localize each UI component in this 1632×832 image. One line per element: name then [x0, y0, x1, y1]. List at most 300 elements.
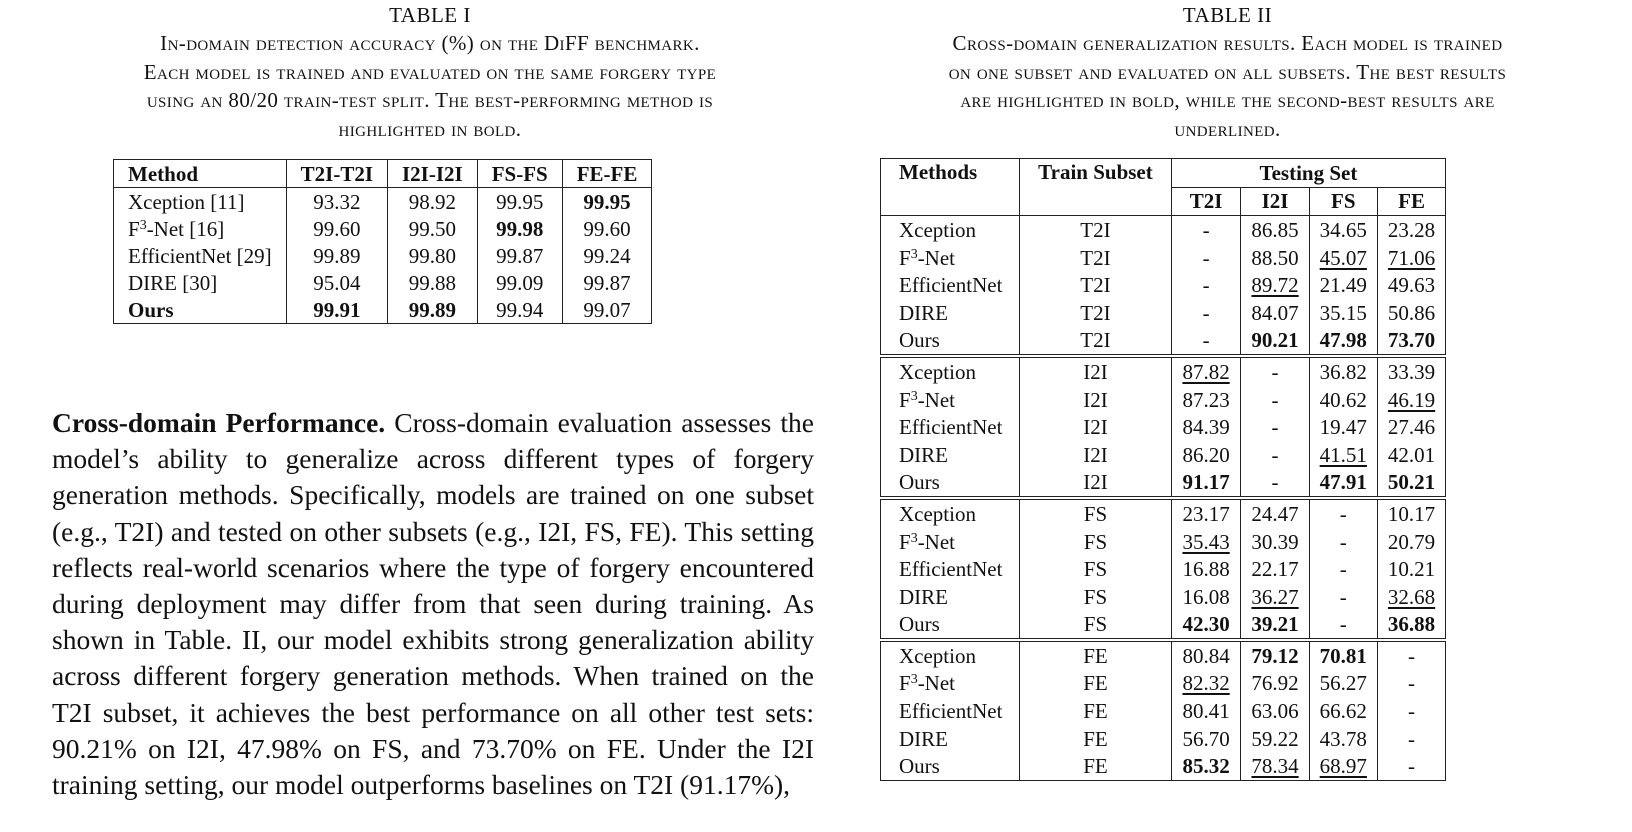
table2-method-cell: [881, 469, 1020, 499]
table1-value-cell: 99.98: [477, 215, 562, 242]
table2-value: 47.91: [1319, 470, 1367, 495]
table2-value-cell: [1171, 528, 1241, 556]
table1-caption-line: using an 80/20 train-test split. The best-performing method is: [146, 88, 714, 112]
table2-value: 41.51: [1319, 442, 1367, 467]
table1-value-cell: 99.60: [562, 215, 652, 242]
table2-method-cell: [881, 413, 1020, 441]
method-name: Ours: [899, 754, 940, 779]
table2-value-cell: [1171, 327, 1241, 357]
table2-group: [881, 216, 1446, 356]
table2-value-cell: [1171, 670, 1241, 698]
table2-value: -: [1408, 699, 1416, 724]
table2-value-cell: [1309, 697, 1377, 725]
table2-value: -: [1202, 217, 1210, 242]
table2-value: 70.81: [1319, 643, 1367, 668]
table1-value-cell: 99.88: [388, 269, 478, 296]
table2-value-cell: [1241, 555, 1309, 583]
table2-value: 50.86: [1387, 300, 1436, 325]
table2-value: 30.39: [1251, 529, 1299, 554]
table2-method-cell: [881, 216, 1020, 244]
table2-value-cell: [1241, 216, 1309, 244]
table2-train-cell: I2I: [1020, 386, 1172, 414]
table2-value: -: [1202, 300, 1210, 325]
table1-method-cell: [114, 269, 287, 296]
table2-value: 68.97: [1319, 754, 1367, 779]
table2-group: [881, 498, 1446, 640]
table2-method-cell: [881, 611, 1020, 641]
table2-row: [881, 697, 1446, 725]
table2-value: 42.30: [1182, 612, 1230, 637]
table2-value-cell: [1309, 611, 1377, 641]
table2-value-cell: [1171, 611, 1241, 641]
table2-value: 36.27: [1251, 584, 1299, 609]
table2-value-cell: [1309, 244, 1377, 272]
table2-row: [881, 244, 1446, 272]
table2-train-cell: T2I: [1020, 327, 1172, 357]
table2-header-testing-set: Testing Set: [1171, 159, 1445, 188]
table2-value-cell: [1171, 752, 1241, 780]
table2-train-cell: FS: [1020, 555, 1172, 583]
table2-value-cell: [1241, 244, 1309, 272]
table2-value-cell: [1171, 386, 1241, 414]
table2-value-cell: [1377, 271, 1445, 299]
table1-caption: [40, 30, 820, 142]
table2-train-cell: I2I: [1020, 356, 1172, 386]
table2-value-cell: [1309, 386, 1377, 414]
table2-value: 32.68: [1387, 584, 1436, 609]
paragraph-text: Cross-domain evaluation assesses the model’s ability to generalize across different types of forgery generation methods. Specifically, models are trained on one subset (e.g., T2I) and tested on other subsets (e.g., I2I, FS, FE). This setting reflects real-world scenarios where the type of forgery encountered during deployment may differ from that seen during training. As shown in Table. II, our model exhibits strong generalization ability across different forgery generation methods. When trained on the T2I subset, it achieves the best performance on all other test sets: 90.21% on I2I, 47.98% on FS, and 73.70% on FE. Under the I2I training setting, our model outperforms baselines on T2I (91.17%),: [52, 407, 814, 801]
method-superscript: 3: [910, 388, 918, 404]
table2-train-cell: FS: [1020, 611, 1172, 641]
method-name: F: [128, 216, 140, 241]
table1-value-cell: 99.07: [562, 296, 652, 324]
table2-value-cell: [1241, 725, 1309, 753]
left-column: [40, 0, 820, 801]
table1: [113, 159, 652, 324]
table1-value-cell: 99.50: [388, 215, 478, 242]
table2-value-cell: [1377, 356, 1445, 386]
table1-caption-line: Each model is trained and evaluated on the same forgery type: [143, 59, 717, 84]
table2-row: [881, 441, 1446, 469]
table2-value-cell: [1241, 327, 1309, 357]
table2-row: [881, 555, 1446, 583]
method-superscript: 3: [910, 672, 918, 688]
table2-value-cell: [1309, 356, 1377, 386]
method-name: Xception [11]: [128, 189, 245, 214]
table1-value-cell: 99.80: [388, 242, 478, 269]
table1-method-cell: [114, 188, 287, 216]
table2-value: -: [1408, 671, 1416, 696]
table2-method-cell: [881, 555, 1020, 583]
table2-method-cell: [881, 583, 1020, 611]
table2-train-cell: FE: [1020, 752, 1172, 780]
table2-value-cell: [1309, 555, 1377, 583]
table2-row: [881, 498, 1446, 528]
table2-header-train-subset: Train Subset: [1020, 159, 1172, 216]
table2-value: 35.15: [1319, 300, 1367, 325]
table2-train-cell: FE: [1020, 640, 1172, 670]
table1-header-fs: FS-FS: [477, 160, 562, 188]
table2-value: 23.17: [1182, 501, 1230, 526]
table2-group: [881, 640, 1446, 780]
table2-method-cell: [881, 299, 1020, 327]
table2-value-cell: [1241, 441, 1309, 469]
table2-value: -: [1339, 557, 1347, 582]
table2-value-cell: [1377, 583, 1445, 611]
table1-value-cell: 99.87: [562, 269, 652, 296]
table2-train-cell: FE: [1020, 725, 1172, 753]
table2-value-cell: [1377, 640, 1445, 670]
table2-value-cell: [1171, 555, 1241, 583]
table2-caption: [845, 30, 1610, 142]
table2-value-cell: [1171, 469, 1241, 499]
table2-value: 66.62: [1319, 699, 1367, 724]
table2-value-cell: [1241, 271, 1309, 299]
table2-value-cell: [1241, 697, 1309, 725]
table2-row: [881, 299, 1446, 327]
table2-value: 86.85: [1251, 217, 1299, 242]
table2-value: 36.82: [1319, 359, 1367, 384]
method-name: EfficientNet [29]: [128, 243, 272, 268]
table2-value-cell: [1171, 216, 1241, 244]
table2-value-cell: [1171, 413, 1241, 441]
method-name: EfficientNet: [899, 273, 1003, 298]
table2-value-cell: [1309, 469, 1377, 499]
table2-value: 27.46: [1387, 415, 1436, 440]
table2-header-methods: Methods: [881, 159, 1020, 216]
table1-value-cell: 99.89: [388, 296, 478, 324]
table2-value: -: [1339, 612, 1347, 637]
table2-value-cell: [1171, 299, 1241, 327]
method-name-suffix: -Net: [917, 387, 956, 412]
table1-method-cell: [114, 296, 287, 324]
method-name: Ours: [899, 470, 940, 495]
table1-header-i2i: I2I-I2I: [388, 160, 478, 188]
table2-value-cell: [1241, 611, 1309, 641]
table2-row: [881, 469, 1446, 499]
table2-value: -: [1271, 387, 1279, 412]
table2-value-cell: [1377, 498, 1445, 528]
table2-value-cell: [1241, 498, 1309, 528]
table1-header-method: Method: [114, 160, 287, 188]
table2-value-cell: [1377, 441, 1445, 469]
method-name: DIRE: [899, 442, 948, 467]
table2-group: [881, 356, 1446, 498]
table2-method-cell: [881, 752, 1020, 780]
table2-value: 71.06: [1387, 245, 1436, 270]
table2-method-cell: [881, 498, 1020, 528]
table2-value-cell: [1377, 611, 1445, 641]
table1-value-cell: 93.32: [286, 188, 387, 216]
table2-train-cell: I2I: [1020, 413, 1172, 441]
table1-row: [114, 188, 652, 216]
table2-value: 47.98: [1319, 328, 1367, 353]
table1-caption-line: In-domain detection accuracy (%) on the DiFF benchmark.: [160, 31, 700, 55]
table2-value: 76.92: [1251, 671, 1299, 696]
method-name-suffix: -Net: [917, 529, 956, 554]
table2-subheader-i2i: I2I: [1241, 187, 1309, 216]
table2-value: 39.21: [1251, 612, 1299, 637]
table2-train-cell: T2I: [1020, 244, 1172, 272]
table1-label: TABLE I: [389, 3, 471, 27]
table2-value-cell: [1377, 413, 1445, 441]
table2-value: 87.82: [1182, 359, 1230, 384]
table2-row: [881, 583, 1446, 611]
table1-value-cell: 99.87: [477, 242, 562, 269]
method-name: DIRE: [899, 584, 948, 609]
table2-value: 16.88: [1182, 557, 1230, 582]
table2-value-cell: [1377, 386, 1445, 414]
table2-value-cell: [1171, 441, 1241, 469]
table2-value: 10.21: [1387, 557, 1436, 582]
method-name: DIRE [30]: [128, 270, 218, 295]
table2-value-cell: [1377, 299, 1445, 327]
table2-train-cell: T2I: [1020, 299, 1172, 327]
table2-value-cell: [1377, 725, 1445, 753]
table2-row: [881, 271, 1446, 299]
table2-value: 10.17: [1387, 501, 1436, 526]
table1-value-cell: 99.89: [286, 242, 387, 269]
table2-method-cell: [881, 386, 1020, 414]
method-name-suffix: -Net [16]: [146, 216, 225, 241]
table2-method-cell: [881, 356, 1020, 386]
table1-value-cell: 99.24: [562, 242, 652, 269]
table2-value-cell: [1241, 299, 1309, 327]
table2-value-cell: [1171, 498, 1241, 528]
table2-value-cell: [1309, 327, 1377, 357]
method-name: Ours: [899, 328, 940, 353]
table2-value: 91.17: [1182, 470, 1230, 495]
table1-row: [114, 296, 652, 324]
table2-value-cell: [1377, 555, 1445, 583]
table2-value-cell: [1241, 413, 1309, 441]
table2-train-cell: FE: [1020, 670, 1172, 698]
table1-value-cell: 95.04: [286, 269, 387, 296]
table2-value: 59.22: [1251, 726, 1299, 751]
table2-value: 56.27: [1319, 671, 1367, 696]
table2-row: [881, 640, 1446, 670]
table2-value-cell: [1377, 244, 1445, 272]
table1-value-cell: 99.95: [562, 188, 652, 216]
table1-header-fe: FE-FE: [562, 160, 652, 188]
table2-value: -: [1271, 470, 1279, 495]
method-name: DIRE: [899, 726, 948, 751]
table2-train-cell: T2I: [1020, 216, 1172, 244]
table1-value-cell: 99.09: [477, 269, 562, 296]
table2-value: 24.47: [1251, 501, 1299, 526]
table2-value: 56.70: [1182, 726, 1230, 751]
table2-value-cell: [1377, 469, 1445, 499]
table2-value: 21.49: [1319, 273, 1367, 298]
table2-value: 49.63: [1387, 273, 1436, 298]
table1-value-cell: 99.91: [286, 296, 387, 324]
table2-subheader-fs: FS: [1309, 187, 1377, 216]
table2-value-cell: [1377, 327, 1445, 357]
table1-value-cell: 99.60: [286, 215, 387, 242]
table2-value: 46.19: [1387, 387, 1436, 412]
table2-row: [881, 670, 1446, 698]
table2-row: [881, 356, 1446, 386]
table2-label: TABLE II: [1182, 3, 1273, 27]
table2-value-cell: [1309, 528, 1377, 556]
table2-value: 84.39: [1182, 415, 1230, 440]
table1-caption-line: highlighted in bold.: [338, 116, 522, 141]
table2-value: 79.12: [1251, 643, 1299, 668]
table2-method-cell: [881, 670, 1020, 698]
table2-value: -: [1202, 273, 1210, 298]
table2-caption-line: are highlighted in bold, while the second-best results are: [960, 88, 1495, 112]
table2-value-cell: [1171, 725, 1241, 753]
table2-value: -: [1408, 754, 1416, 779]
table2-train-cell: I2I: [1020, 441, 1172, 469]
table2-method-cell: [881, 327, 1020, 357]
table2-value: 73.70: [1387, 328, 1436, 353]
table1-row: [114, 242, 652, 269]
table2-value: -: [1339, 529, 1347, 554]
table2-caption-line: Cross-domain generalization results. Each model is trained: [952, 31, 1503, 55]
table2-value-cell: [1309, 413, 1377, 441]
table2-value: -: [1408, 643, 1416, 668]
table2-value: 35.43: [1182, 529, 1230, 554]
table2-value: 80.84: [1182, 643, 1230, 668]
table2-train-cell: I2I: [1020, 469, 1172, 499]
table2-value-cell: [1377, 752, 1445, 780]
right-column: [845, 0, 1610, 779]
table2-value: 85.32: [1182, 754, 1230, 779]
table2-value-cell: [1241, 356, 1309, 386]
method-name: F: [899, 671, 911, 696]
table2-value-cell: [1241, 752, 1309, 780]
table2-method-cell: [881, 725, 1020, 753]
table2: [880, 158, 1446, 781]
table2-value-cell: [1377, 670, 1445, 698]
table2-value: 88.50: [1251, 245, 1299, 270]
method-name-suffix: -Net: [917, 245, 956, 270]
table2-row: [881, 725, 1446, 753]
table2-value: 63.06: [1251, 699, 1299, 724]
table2-value: 78.34: [1251, 754, 1299, 779]
method-superscript: 3: [910, 530, 918, 546]
table2-value-cell: [1241, 640, 1309, 670]
method-name: Xception: [899, 643, 976, 668]
table2-value-cell: [1309, 752, 1377, 780]
table2-value: 16.08: [1182, 584, 1230, 609]
table2-value-cell: [1171, 244, 1241, 272]
method-name: Ours: [899, 612, 940, 637]
table2-value-cell: [1309, 216, 1377, 244]
table2-train-cell: FS: [1020, 528, 1172, 556]
table2-value-cell: [1171, 697, 1241, 725]
table2-value-cell: [1171, 271, 1241, 299]
method-name: EfficientNet: [899, 415, 1003, 440]
table1-method-cell: [114, 242, 287, 269]
table2-subheader-t2i: T2I: [1171, 187, 1241, 216]
table2-value: 84.07: [1251, 300, 1299, 325]
table2-value: -: [1339, 584, 1347, 609]
table2-value: -: [1202, 328, 1210, 353]
table2-method-cell: [881, 640, 1020, 670]
table2-row: [881, 386, 1446, 414]
table2-value: 33.39: [1387, 359, 1436, 384]
method-superscript: 3: [910, 246, 918, 262]
paragraph-run-in: Cross-domain Performance.: [52, 407, 386, 438]
method-name: F: [899, 245, 911, 270]
table2-value-cell: [1377, 697, 1445, 725]
table2-value-cell: [1241, 469, 1309, 499]
table2-header-row: [881, 159, 1446, 188]
table2-value: 89.72: [1251, 273, 1299, 298]
table2-train-cell: FS: [1020, 498, 1172, 528]
table2-value-cell: [1171, 583, 1241, 611]
table2-train-cell: FE: [1020, 697, 1172, 725]
table2-method-cell: [881, 441, 1020, 469]
method-name: DIRE: [899, 300, 948, 325]
table2-value-cell: [1309, 725, 1377, 753]
method-name: Ours: [128, 297, 174, 322]
table1-body: [114, 188, 652, 324]
table1-row: [114, 269, 652, 296]
table2-value: -: [1271, 442, 1279, 467]
table2-value-cell: [1309, 299, 1377, 327]
table2-value: 34.65: [1319, 217, 1367, 242]
table2-value-cell: [1241, 528, 1309, 556]
table2-value: 43.78: [1319, 726, 1367, 751]
table2-row: [881, 327, 1446, 357]
table2-method-cell: [881, 697, 1020, 725]
table2-row: [881, 611, 1446, 641]
table2-value: 80.41: [1182, 699, 1230, 724]
table2-caption-line: underlined.: [1174, 116, 1281, 141]
method-name: EfficientNet: [899, 557, 1003, 582]
table1-header-row: [114, 160, 652, 188]
table2-value-cell: [1309, 498, 1377, 528]
table2-value: 36.88: [1387, 612, 1436, 637]
table2-value-cell: [1377, 216, 1445, 244]
table2-row: [881, 216, 1446, 244]
table2-value-cell: [1309, 271, 1377, 299]
table1-method-cell: [114, 215, 287, 242]
table2-value-cell: [1309, 583, 1377, 611]
table2-value: 86.20: [1182, 442, 1230, 467]
table2-value: 87.23: [1182, 387, 1230, 412]
table2-value-cell: [1309, 441, 1377, 469]
table2-value-cell: [1171, 356, 1241, 386]
table2-value: -: [1202, 245, 1210, 270]
table2-value: 90.21: [1251, 328, 1299, 353]
table2-caption-line: on one subset and evaluated on all subsets. The best results: [948, 59, 1507, 84]
table2-method-cell: [881, 528, 1020, 556]
table2-value: 42.01: [1387, 442, 1436, 467]
table1-value-cell: 99.94: [477, 296, 562, 324]
table2-train-cell: T2I: [1020, 271, 1172, 299]
method-superscript: 3: [139, 217, 147, 233]
table2-method-cell: [881, 244, 1020, 272]
method-name: F: [899, 529, 911, 554]
table2-value: 50.21: [1387, 470, 1436, 495]
table1-row: [114, 215, 652, 242]
table2-train-cell: FS: [1020, 583, 1172, 611]
method-name: Xception: [899, 217, 976, 242]
table1-header-t2i: T2I-T2I: [286, 160, 387, 188]
table2-value-cell: [1241, 670, 1309, 698]
table2-value: 22.17: [1251, 557, 1299, 582]
table2-row: [881, 752, 1446, 780]
table2-value: 19.47: [1319, 415, 1367, 440]
table2-subheader-fe: FE: [1377, 187, 1445, 216]
table1-value-cell: 99.95: [477, 188, 562, 216]
table2-value: 20.79: [1387, 529, 1436, 554]
table1-value-cell: 98.92: [388, 188, 478, 216]
